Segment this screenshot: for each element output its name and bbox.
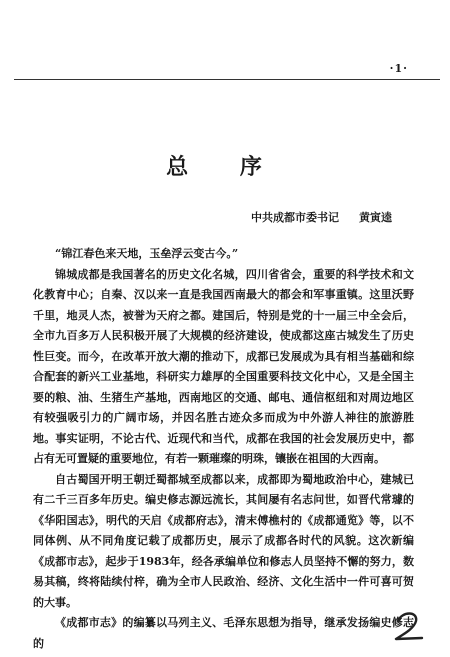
page-title: 总 序	[166, 155, 284, 180]
paragraph: 自古蜀国开明王朝迁蜀都城至成都以来，成都即为蜀地政治中心，建城已有二千三百多年历史。编史修志源远流长，其间屡有名志问世，如晋代常璩的《华阳国志》，明代的天启《成都府志》，清末傅樵村的《成都通览》等，以不同体例、从不同角度记载了成都历史，展示了成都各时代的风貌。这次新编《成都市志》，起步于1983年，经各承编单位和修志人员坚持不懈的努力，数易其稿，终将陆续付梓，确为全市人民政治、经济、文化生活中一件可喜可贺的大事。	[33, 472, 414, 609]
author-role: 中共成都市委书记	[251, 211, 339, 224]
page-number: ·1·	[389, 62, 408, 75]
paragraph-quote: “锦江春色来天地，玉垒浮云变古今。”	[55, 247, 239, 260]
paragraph: 《成都市志》的编纂以马列主义、毛泽东思想为指导，继承发扬编史修志的	[33, 616, 414, 650]
header-rule	[14, 79, 440, 80]
handwritten-page-mark	[392, 609, 426, 643]
paragraph: 锦城成都是我国著名的历史文化名城，四川省省会，重要的科学技术和文化教育中心；自秦、汉以来一直是我国西南最大的都会和军事重镇。这里沃野千里，地灵人杰，被誉为天府之都。建国后，特别是党的十一届三中全会后，全市九百多万人民积极开展了大规模的经济建设，使成都这座古城发生了历史性巨变。而今，在改革开放大潮的推动下，成都已发展成为具有相当基础和综合配套的新兴工业基地，科研实力雄厚的全国重要科技文化中心，又是全国主要的粮、油、生猪生产基地，西南地区的交通、邮电、通信枢纽和对周边地区有较强吸引力的广阔市场，并因名胜古迹众多而成为中外游人神往的旅游胜地。事实证明，不论古代、近现代和当代，成都在我国的社会发展历史中，都占有无可置疑的重要地位，有若一颗璀璨的明珠，镶嵌在祖国的大西南。	[33, 267, 414, 465]
author-line	[251, 209, 392, 225]
body-text	[33, 244, 414, 654]
author-name: 黄寅逵	[359, 211, 392, 224]
